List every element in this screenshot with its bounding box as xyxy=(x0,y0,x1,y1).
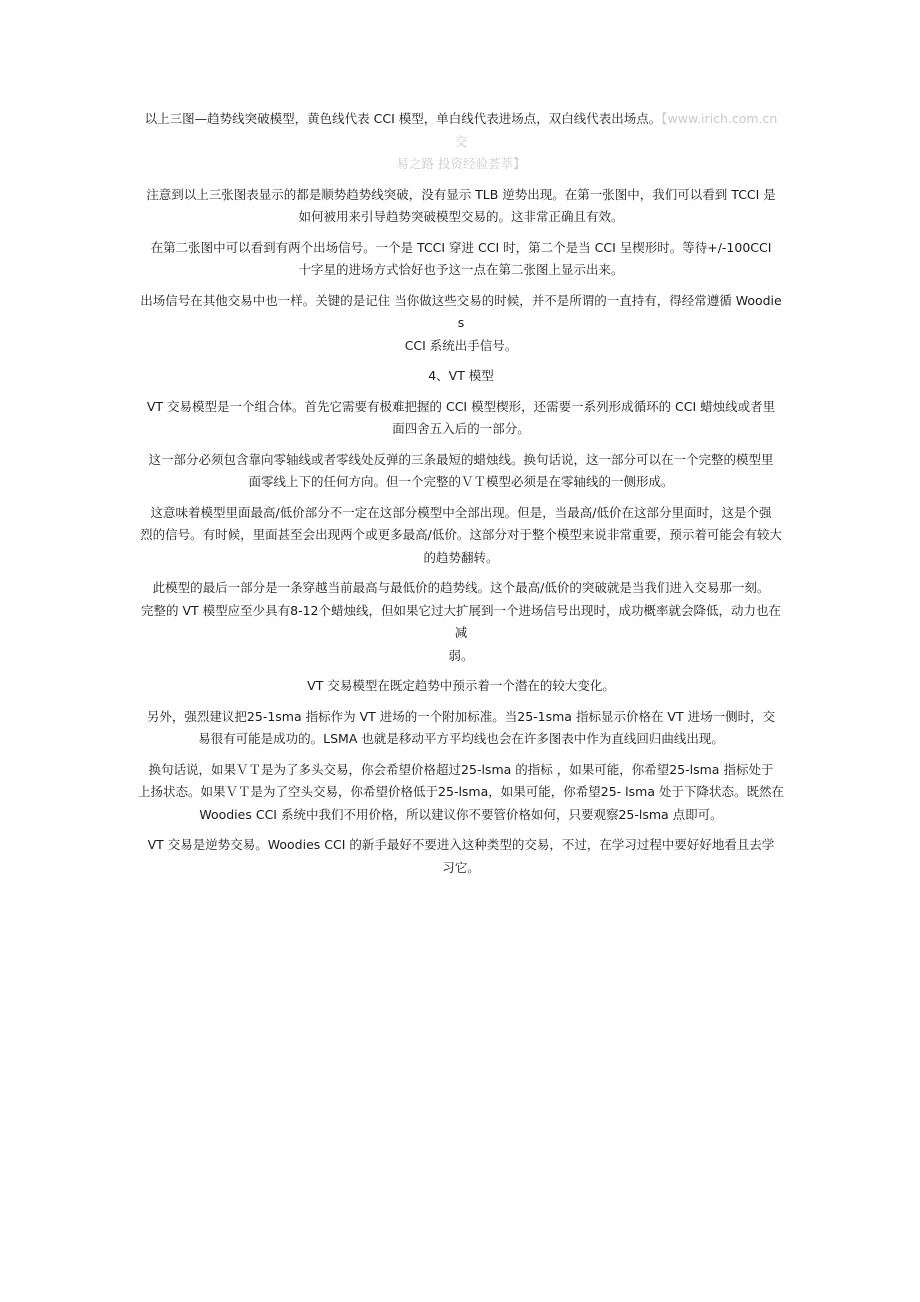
paragraph-2 xyxy=(138,184,784,229)
paragraph-text-line: 烈的信号。有时候，里面甚至会出现两个或更多最高/低价。这部分对于整个模型来说非常重要，预示着可能会有较大 xyxy=(140,527,782,542)
paragraph-text-line: 这意味着模型里面最高/低价部分不一定在这部分模型中全部出现。但是，当最高/低价在这部分里面时，这是个强 xyxy=(150,504,772,520)
paragraph-text-line: 另外，强烈建议把25-1sma 指标作为 VT 进场的一个附加标准。当25-1sma 指标显示价格在 VT 进场一侧时，交 xyxy=(146,708,776,724)
paragraph-text-line: 面零线上下的任何方向。但一个完整的ＶＴ模型必须是在零轴线的一侧形成。 xyxy=(248,474,674,489)
paragraph-text-line: 面四舍五入后的一部分。 xyxy=(392,421,530,436)
paragraph-text-line: 完整的 VT 模型应至少具有8-12个蜡烛线，但如果它过大扩展到一个进场信号出现时，成功概率就会降低，动力也在减 xyxy=(140,602,781,640)
paragraph-text-line: Woodies CCI 系统中我们不用价格，所以建议你不要管价格如何，只要观察25-lsma 点即可。 xyxy=(199,806,723,822)
paragraph-3 xyxy=(138,237,784,282)
paragraph-text-line: 出场信号在其他交易中也一样。关键的是记住 当你做这些交易的时候，并不是所谓的一直持有，得经常遵循 Woodies xyxy=(140,292,782,330)
paragraph-6 xyxy=(138,449,784,494)
watermark-text: 【www.irich.com.cn 交 xyxy=(454,111,778,149)
paragraph-7 xyxy=(138,502,784,570)
paragraph-text-line: 如何被用来引导趋势突破模型交易的。这非常正确且有效。 xyxy=(298,209,624,224)
paragraph-text-line: 此模型的最后一部分是一条穿越当前最高与最低价的趋势线。这个最高/低价的突破就是当我们进入交易那一刻。 xyxy=(152,580,770,595)
paragraph-text-line: 以上三图—趋势线突破模型，黄色线代表 CCI 模型，单白线代表进场点，双白线代表出场点。 xyxy=(144,111,662,126)
paragraph-text-line: 易很有可能是成功的。LSMA 也就是移动平方平均线也会在许多图表中作为直线回归曲线出现。 xyxy=(198,731,724,746)
section-heading: 4、VT 模型 xyxy=(428,368,494,383)
paragraph-text-line: 习它。 xyxy=(442,859,480,875)
paragraph-8 xyxy=(138,577,784,667)
paragraph-text-line: VT 交易模型是一个组合体。首先它需要有极难把握的 CCI 模型楔形，还需要一系列形成循环的 CCI 蜡烛线或者里 xyxy=(146,398,776,414)
paragraph-10 xyxy=(138,706,784,751)
paragraph-text-line: 在第二张图中可以看到有两个出场信号。一个是 TCCI 穿进 CCI 时，第二个是当 CCI 呈楔形时。等待+/-100CCI xyxy=(150,239,772,255)
document-body xyxy=(138,108,784,887)
paragraph-text-line: 十字星的进场方式恰好也予这一点在第二张图上显示出来。 xyxy=(298,262,624,277)
paragraph-text-line: 上扬状态。如果ＶＴ是为了空头交易，你希望价格低于25-lsma，如果可能，你希望25- lsma 处于下降状态。既然在 xyxy=(138,784,784,799)
paragraph-text-line: VT 交易是逆势交易。Woodies CCI 的新手最好不要进入这种类型的交易，不过，在学习过程中要好好地看且去学 xyxy=(147,837,775,852)
paragraph-text-line: 注意到以上三张图表显示的都是顺势趋势线突破，没有显示 TLB 逆势出现。在第一张图中，我们可以看到 TCCI 是 xyxy=(146,186,776,202)
paragraph-4 xyxy=(138,290,784,358)
paragraph-5 xyxy=(138,396,784,441)
paragraph-text-line: 这一部分必须包含靠向零轴线或者零线处反弹的三条最短的蜡烛线。换句话说，这一部分可以在一个完整的模型里 xyxy=(148,451,774,467)
paragraph-11 xyxy=(138,759,784,827)
paragraph-1 xyxy=(138,108,784,176)
paragraph-text-line: VT 交易模型在既定趋势中预示着一个潜在的较大变化。 xyxy=(307,678,615,693)
paragraph-text-line: 弱。 xyxy=(448,647,474,663)
paragraph-text-line: CCI 系统出手信号。 xyxy=(404,337,518,353)
paragraph-9 xyxy=(138,675,784,698)
paragraph-text-line: 换句话说，如果ＶＴ是为了多头交易，你会希望价格超过25-lsma 的指标 ，如果可能，你希望25-lsma 指标处于 xyxy=(148,761,774,777)
paragraph-12 xyxy=(138,834,784,879)
watermark-text: 易之路 投资经验荟萃】 xyxy=(396,156,526,171)
paragraph-text-line: 的趋势翻转。 xyxy=(423,549,499,565)
